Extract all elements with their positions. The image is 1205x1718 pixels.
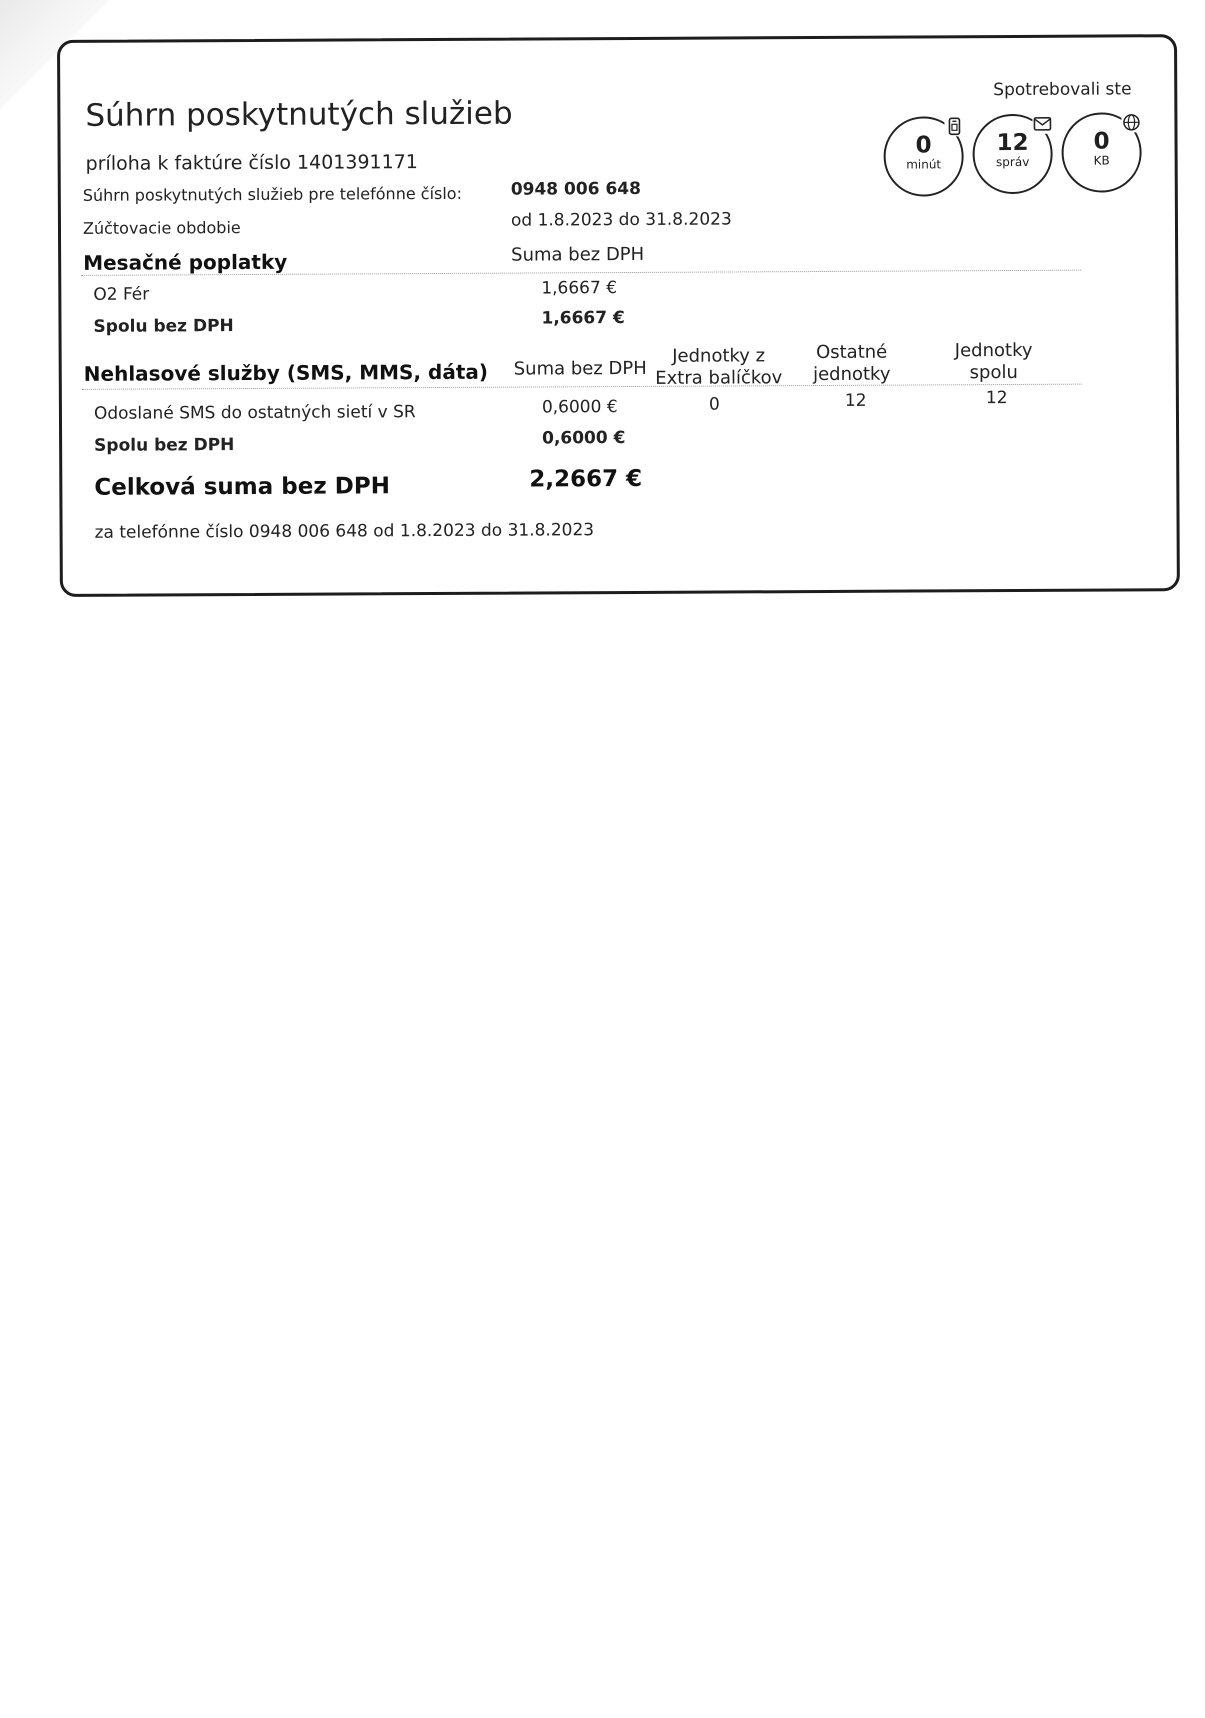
usage-data-unit: KB: [1093, 153, 1110, 168]
nonvoice-item-name: Odoslané SMS do ostatných sietí v SR: [93, 402, 416, 424]
nonvoice-extra-units-header: Jednotky z Extra balíčkov: [655, 345, 783, 389]
nonvoice-item-other-units: 12: [844, 390, 867, 411]
summary-title: Súhrn poskytnutých služieb: [85, 95, 513, 134]
grand-total-amount: 2,2667 €: [529, 465, 643, 493]
nonvoice-item-amount: 0,6000 €: [541, 397, 618, 418]
grand-total-note: za telefónne číslo 0948 006 648 od 1.8.2023 do 31.8.2023: [94, 520, 595, 543]
usage-messages-unit: správ: [995, 154, 1030, 170]
phone-number-label: Súhrn poskytnutých služieb pre telefónne číslo:: [82, 183, 462, 205]
phone-icon: [944, 116, 964, 136]
monthly-total-amount: 1,6667 €: [541, 308, 625, 329]
grand-total-label: Celková suma bez DPH: [94, 473, 390, 501]
invoice-reference: príloha k faktúre číslo 1401391171: [85, 151, 418, 175]
nonvoice-title: Nehlasové služby (SMS, MMS, dáta): [83, 359, 489, 386]
globe-icon: [1121, 112, 1141, 132]
monthly-item-amount: 1,6667 €: [541, 278, 618, 299]
service-summary-panel: [57, 34, 1180, 597]
nonvoice-other-units-header: Ostatné jednotky: [812, 341, 891, 386]
envelope-icon: [1032, 114, 1052, 134]
monthly-fees-title: Mesačné poplatky: [83, 249, 288, 275]
usage-minutes-unit: minút: [906, 157, 942, 172]
monthly-amount-header: Suma bez DPH: [511, 243, 645, 266]
nonvoice-item-total-units: 12: [985, 388, 1008, 409]
usage-minutes-value: 0: [915, 132, 932, 159]
usage-label: Spotrebovali ste: [993, 79, 1132, 101]
nonvoice-amount-header: Suma bez DPH: [513, 357, 647, 380]
monthly-item-name: O2 Fér: [93, 284, 150, 305]
billing-period-value: od 1.8.2023 do 31.8.2023: [510, 209, 732, 231]
usage-data-value: 0: [1093, 128, 1110, 155]
phone-number-value: 0948 006 648: [510, 178, 641, 200]
nonvoice-total-amount: 0,6000 €: [542, 428, 626, 449]
billing-period-label: Zúčtovacie obdobie: [82, 218, 241, 238]
nonvoice-item-extra-units: 0: [708, 394, 720, 415]
nonvoice-total-label: Spolu bez DPH: [94, 435, 235, 456]
usage-messages-value: 12: [996, 129, 1029, 157]
monthly-total-label: Spolu bez DPH: [93, 316, 234, 337]
nonvoice-total-units-header: Jednotky spolu: [954, 339, 1033, 384]
